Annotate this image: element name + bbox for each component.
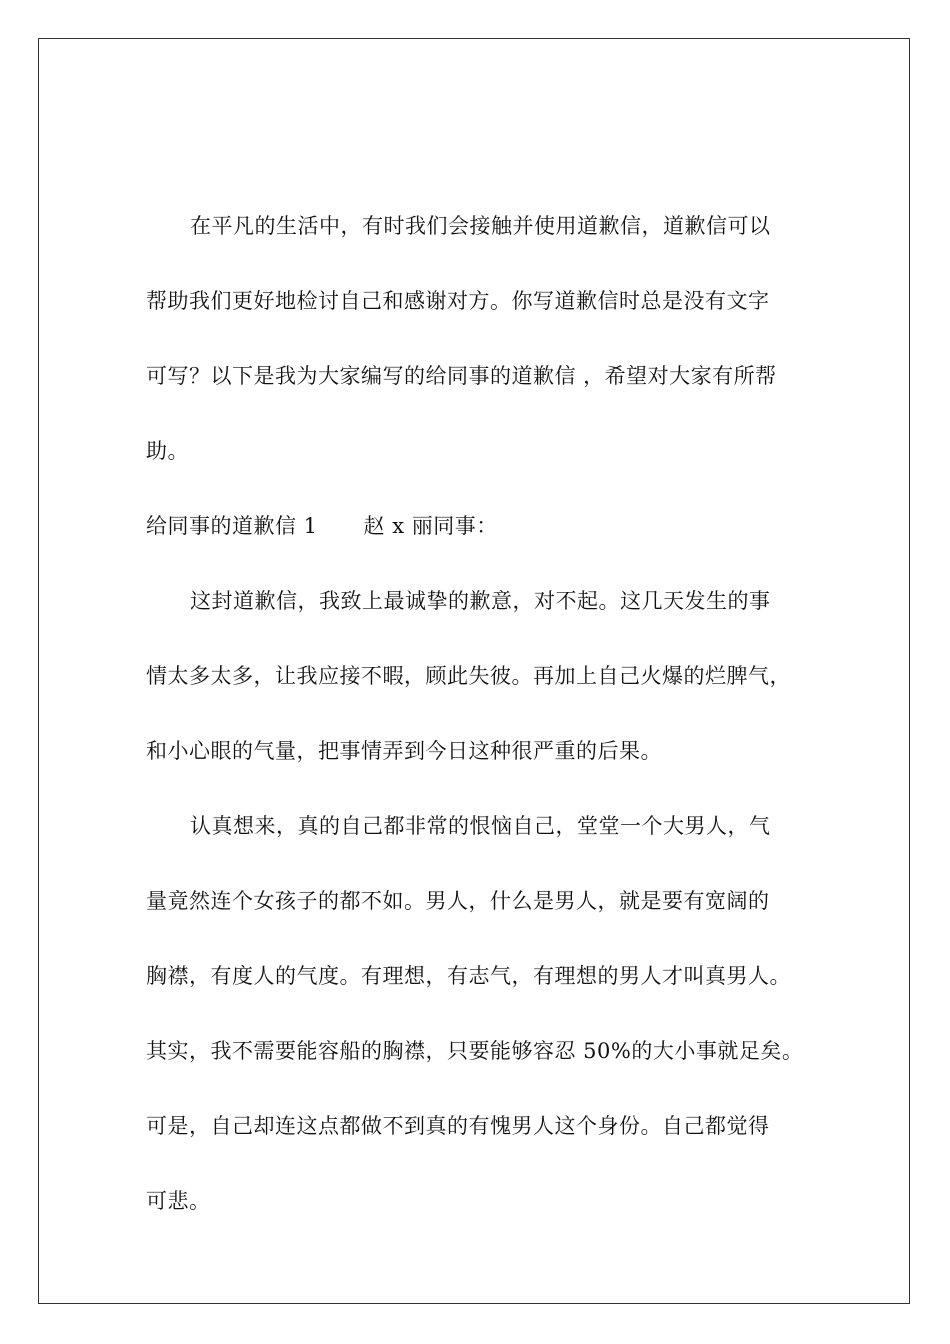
paragraph1-line-2: 情太多太多，让我应接不暇，顾此失彼。再加上自己火爆的烂脾气， xyxy=(146,664,791,688)
letter-title: 给同事的道歉信 1 xyxy=(146,514,318,538)
paragraph2-line-4: 其实，我不需要能容船的胸襟，只要能够容忍 50%的大小事就足矣。 xyxy=(146,1039,804,1063)
intro-line-1: 在平凡的生活中，有时我们会接触并使用道歉信，道歉信可以 xyxy=(190,214,771,238)
paragraph1-line-3: 和小心眼的气量，把事情弄到今日这种很严重的后果。 xyxy=(146,739,662,763)
intro-line-4: 助。 xyxy=(146,439,189,463)
letter-heading xyxy=(146,511,498,541)
paragraph2-line-3: 胸襟，有度人的气度。有理想，有志气，有理想的男人才叫真男人。 xyxy=(146,964,791,988)
letter-salutation: 赵 x 丽同事： xyxy=(363,514,498,538)
paragraph2-line-5: 可是，自己却连这点都做不到真的有愧男人这个身份。自己都觉得 xyxy=(146,1114,770,1138)
intro-line-3: 可写？以下是我为大家编写的给同事的道歉信 ，希望对大家有所帮 xyxy=(146,364,777,388)
paragraph2-line-2: 量竟然连个女孩子的都不如。男人，什么是男人，就是要有宽阔的 xyxy=(146,889,770,913)
paragraph2-line-6: 可悲。 xyxy=(146,1189,211,1213)
paragraph2-line-1: 认真想来，真的自己都非常的恨恼自己，堂堂一个大男人，气 xyxy=(190,814,771,838)
paragraph1-line-1: 这封道歉信，我致上最诚挚的歉意，对不起。这几天发生的事 xyxy=(190,589,771,613)
intro-line-2: 帮助我们更好地检讨自己和感谢对方。你写道歉信时总是没有文字 xyxy=(146,289,770,313)
